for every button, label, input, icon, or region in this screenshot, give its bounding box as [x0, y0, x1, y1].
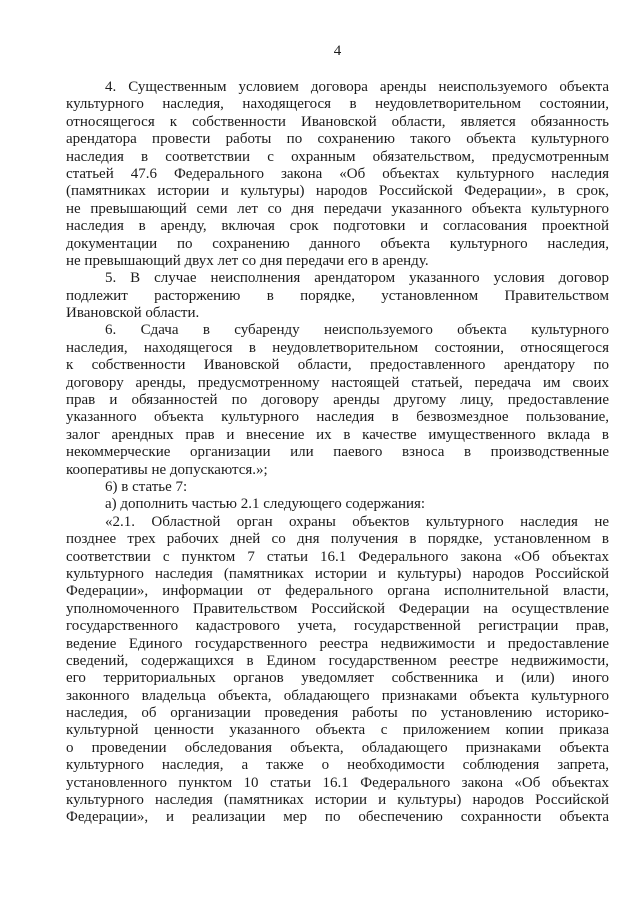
- text-line: к собственности Ивановской области, предоставленного арендатору по: [66, 357, 609, 374]
- text-line: его территориальных органов уведомляет собственника и (или) иного: [66, 670, 609, 687]
- text-line: культурного наследия (памятниках истории и культуры) народов Российской: [66, 565, 609, 582]
- paragraph: [66, 322, 609, 479]
- text-line: культурного наследия, а также о необходимости соблюдения запрета,: [66, 757, 609, 774]
- text-line: Федерации», информации от федерального органа исполнительной власти,: [66, 583, 609, 600]
- text-line: наследия в соответствии с охранным обязательством, предусмотренным: [66, 148, 609, 165]
- text-line: арендатора провести работы по сохранению такого объекта культурного: [66, 131, 609, 148]
- text-line: указанного объекта культурного наследия в безвозмездное пользование,: [66, 409, 609, 426]
- text-line: наследия, находящегося в неудовлетворительном состоянии, относящегося: [66, 339, 609, 356]
- text-line: 4. Существенным условием договора аренды неиспользуемого объекта: [105, 79, 609, 95]
- text-line: ведение Единого государственного реестра недвижимости и предоставление: [66, 635, 609, 652]
- paragraph: [66, 514, 609, 827]
- text-line: а) дополнить частью 2.1 следующего содержания:: [105, 496, 426, 513]
- text-line: культурного наследия, находящегося в неудовлетворительном состоянии,: [66, 96, 609, 113]
- paragraph: [66, 270, 609, 322]
- text-line: «2.1. Областной орган охраны объектов культурного наследия не: [105, 513, 609, 530]
- text-line: наследия, об организации проведения работы по установлению историко-: [66, 705, 609, 722]
- text-line: некоммерческие организации или паевого взноса в производственные: [66, 444, 609, 461]
- text-line: сведений, содержащихся в Едином государственном реестре недвижимости,: [66, 652, 609, 669]
- text-line: о проведении обследования объекта, обладающего признаками объекта: [66, 739, 609, 756]
- text-line: соответствии с пунктом 7 статьи 16.1 Федерального закона «Об объектах: [66, 548, 609, 565]
- paragraph: [66, 496, 609, 513]
- text-line: государственного кадастрового учета, государственной регистрации прав,: [66, 618, 609, 635]
- text-line: не превышающий семи лет со дня передачи указанного объекта культурного: [66, 200, 609, 217]
- text-line: позднее трех рабочих дней со дня получения в порядке, установленном в: [66, 531, 609, 548]
- text-line: статьей 47.6 Федерального закона «Об объектах культурного наследия: [66, 165, 609, 182]
- text-line: договору аренды, предусмотренному настоящей статьей, передача им своих: [66, 374, 609, 391]
- text-line: (памятниках истории и культуры) народов Российской Федерации», в срок,: [66, 183, 609, 200]
- page-number: 4: [333, 43, 342, 59]
- text-line: 6. Сдача в субаренду неиспользуемого объекта культурного: [105, 322, 609, 339]
- paragraph: [66, 479, 609, 496]
- text-line: прав и обязанностей по договору аренды другому лицу, предоставление: [66, 392, 609, 409]
- text-line: не превышающий двух лет со дня передачи его в аренду.: [66, 252, 429, 269]
- text-line: Ивановской области.: [66, 305, 200, 322]
- text-line: Федерации», и реализации мер по обеспечению сохранности объекта: [66, 809, 609, 826]
- text-line: относящегося к собственности Ивановской области, является обязанность: [66, 113, 609, 130]
- text-line: уполномоченного Правительством Российской Федерации на осуществление: [66, 600, 609, 617]
- text-line: законного владельца объекта, обладающего признаками объекта культурного: [66, 687, 609, 704]
- paragraph: [66, 79, 609, 270]
- text-line: подлежит расторжению в порядке, установленном Правительством: [66, 287, 609, 304]
- text-line: 6) в статье 7:: [105, 478, 188, 495]
- text-line: наследия в аренду, включая срок подготовки и согласования проектной: [66, 218, 609, 235]
- text-line: 5. В случае неисполнения арендатором указанного условия договор: [105, 270, 609, 287]
- text-line: кооперативы не допускаются.»;: [66, 461, 268, 478]
- text-line: культурной ценности указанного объекта с приложением копии приказа: [66, 722, 609, 739]
- text-line: документации по сохранению данного объекта культурного наследия,: [66, 235, 609, 252]
- document-body: [66, 79, 609, 827]
- text-line: культурного наследия (памятниках истории и культуры) народов Российской: [66, 792, 609, 809]
- text-line: установленного пунктом 10 статьи 16.1 Федерального закона «Об объектах: [66, 774, 609, 791]
- text-line: залог арендных прав и внесение их в качестве имущественного вклада в: [66, 426, 609, 443]
